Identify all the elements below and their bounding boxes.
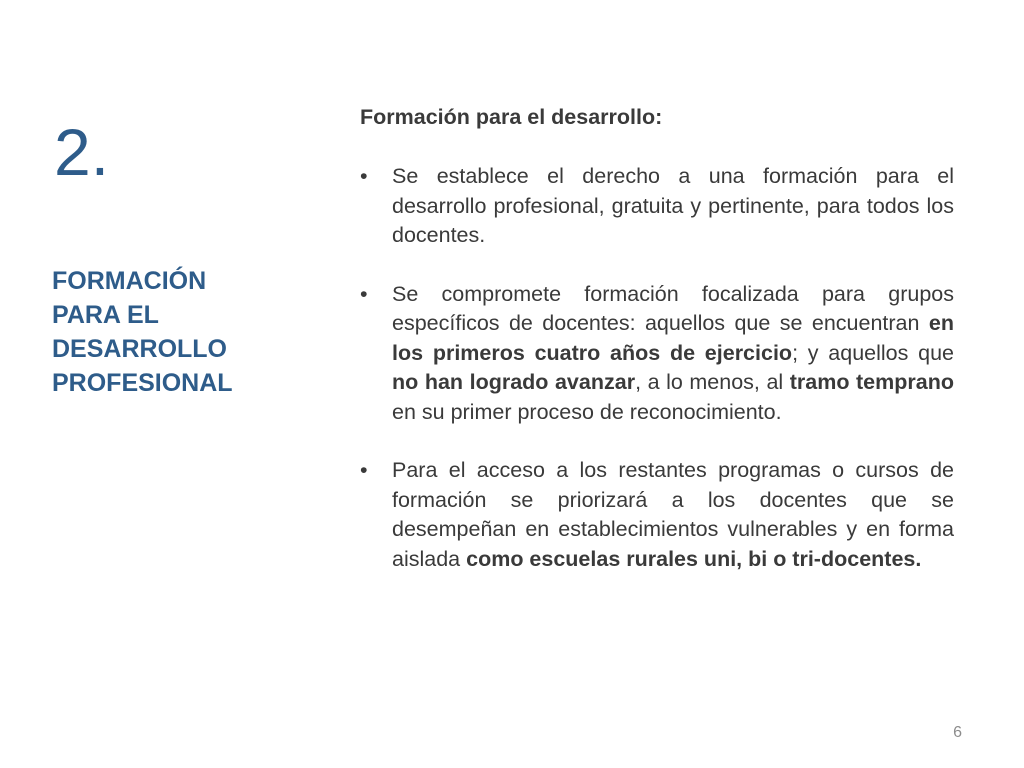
section-number: 2. (54, 115, 110, 189)
section-title-line: PROFESIONAL (52, 369, 233, 397)
bullet-segment: en su primer proceso de reconocimiento. (392, 399, 782, 424)
bullet-segment: Para el acceso a los restantes programas o cursos de formación se priorizará a los docentes que se desempeñan en establecimientos vulnerables y en forma aislada (392, 458, 954, 571)
bullet-item (360, 280, 954, 428)
bullet-segment-bold: tramo temprano (789, 370, 954, 394)
bullet-segment-bold: no han logrado avanzar (392, 370, 636, 394)
bullet-segment-bold: en los primeros cuatro años de ejercicio (392, 311, 954, 365)
bullet-segment: , a lo menos, al (635, 370, 790, 394)
content-heading: Formación para el desarrollo: (360, 105, 663, 129)
bullet-item (360, 162, 954, 251)
bullet-text (392, 164, 954, 247)
bullet-segment: ; y aquellos que (792, 340, 954, 365)
bullet-symbol: • (360, 164, 368, 188)
section-title-line: FORMACIÓN (52, 267, 207, 295)
bullet-text (392, 458, 954, 571)
bullet-text (392, 282, 954, 424)
content-body (360, 102, 954, 603)
bullet-symbol: • (360, 281, 368, 306)
bullet-item (360, 456, 954, 574)
bullet-segment: Se compromete formación focalizada para grupos específicos de docentes: aquellos que se encuentran (392, 281, 954, 335)
bullet-segment: Se establece el derecho a una formación para el desarrollo profesional, gratuita y pertinente, para todos los docentes. (392, 164, 954, 247)
section-title-line: DESARROLLO (52, 335, 227, 363)
bullet-symbol: • (360, 458, 368, 482)
section-title-line: PARA EL (52, 301, 159, 329)
bullet-segment-bold: como escuelas rurales uni, bi o tri-docentes. (466, 546, 922, 571)
page-number: 6 (953, 724, 962, 741)
section-title (52, 264, 292, 400)
